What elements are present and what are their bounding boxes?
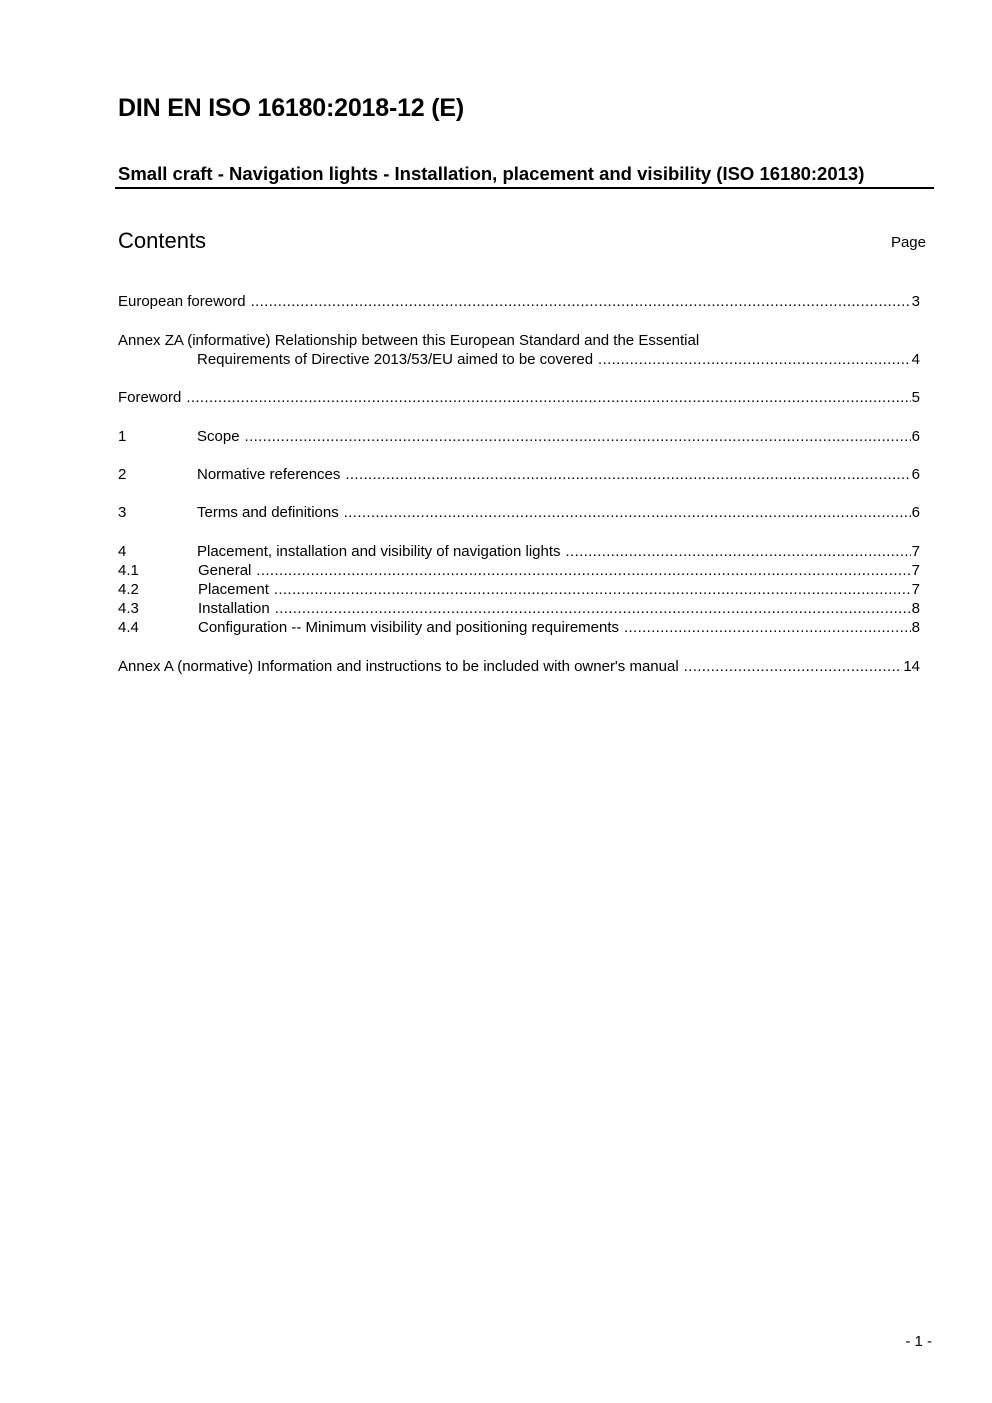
- contents-heading: Contents: [118, 228, 207, 253]
- toc-entry-page: 3: [911, 293, 920, 310]
- toc-leader-dots: [624, 618, 911, 637]
- toc-leader-dots: [251, 292, 911, 311]
- toc-entry-terms-and-definitions[interactable]: [118, 503, 920, 522]
- toc-entry-page: 7: [911, 581, 920, 598]
- toc-entry-text: Terms and definitions: [197, 504, 339, 521]
- toc-entry-page: 7: [911, 562, 920, 579]
- toc-entry-page: 7: [911, 543, 920, 560]
- toc-entry-placement[interactable]: [118, 580, 920, 599]
- toc-entry-foreword[interactable]: [118, 388, 920, 407]
- toc-entry-text: Placement: [198, 581, 269, 598]
- toc-entry-page: 8: [911, 600, 920, 617]
- toc-entry-text: General: [198, 562, 252, 579]
- toc-entry-configuration[interactable]: [118, 618, 920, 637]
- toc-entry-annex-za-line1[interactable]: Annex ZA (informative) Relationship between this European Standard and the Essential: [118, 332, 700, 349]
- toc-entry-number: 4.1: [118, 562, 139, 579]
- toc-entry-text: European foreword: [118, 293, 246, 310]
- toc-entry-text: Installation: [198, 600, 270, 617]
- toc-leader-dots: [598, 350, 911, 369]
- toc-entry-annex-a[interactable]: [118, 657, 920, 676]
- toc-entry-page: 8: [911, 619, 920, 636]
- toc-entry-text: Foreword: [118, 389, 182, 406]
- toc-entry-number: 2: [118, 466, 127, 483]
- toc-leader-dots: [344, 503, 911, 522]
- toc-entry-number: 4.3: [118, 600, 139, 617]
- toc-leader-dots: [275, 599, 911, 618]
- toc-entry-page: 6: [911, 428, 920, 445]
- toc-entry-page: 6: [911, 504, 920, 521]
- toc-entry-european-foreword[interactable]: [118, 292, 920, 311]
- toc-entry-page: 4: [911, 351, 920, 368]
- toc-entry-text: Requirements of Directive 2013/53/EU aimed to be covered: [197, 351, 594, 368]
- page-column-heading: Page: [890, 234, 926, 251]
- toc-entry-number: 1: [118, 428, 127, 445]
- toc-entry-number: 4.4: [118, 619, 139, 636]
- toc-leader-dots: [566, 542, 911, 561]
- toc-entry-page: 6: [911, 466, 920, 483]
- toc-leader-dots: [256, 561, 910, 580]
- toc-entry-placement-installation-visibility[interactable]: [118, 542, 920, 561]
- toc-entry-annex-za-line2[interactable]: [118, 350, 920, 369]
- toc-entry-number: 3: [118, 504, 127, 521]
- toc-entry-installation[interactable]: [118, 599, 920, 618]
- footer-page-number: - 1 -: [905, 1333, 932, 1350]
- toc-leader-dots: [345, 465, 910, 484]
- document-title: Small craft - Navigation lights - Installation, placement and visibility (ISO 16180:2013): [118, 163, 865, 184]
- toc-entry-normative-references[interactable]: [118, 465, 920, 484]
- toc-leader-dots: [274, 580, 911, 599]
- toc-entry-general[interactable]: [118, 561, 920, 580]
- title-rule: [115, 187, 934, 189]
- toc-entry-text: Scope: [197, 428, 240, 445]
- toc-entry-scope[interactable]: [118, 427, 920, 446]
- toc-entry-page: 5: [911, 389, 920, 406]
- toc-entry-text: Placement, installation and visibility of navigation lights: [197, 543, 561, 560]
- toc-entry-number: 4: [118, 543, 127, 560]
- toc-leader-dots: [245, 427, 911, 446]
- toc-entry-text: Configuration -- Minimum visibility and positioning requirements: [198, 619, 620, 636]
- toc-entry-text: Normative references: [197, 466, 341, 483]
- toc-entry-page: 14: [903, 658, 920, 675]
- toc-leader-dots: [186, 388, 910, 407]
- document-id: DIN EN ISO 16180:2018-12 (E): [118, 94, 464, 122]
- toc-entry-number: 4.2: [118, 581, 139, 598]
- toc-entry-text: Annex A (normative) Information and instructions to be included with owner's manual: [118, 658, 679, 675]
- toc-leader-dots: [684, 657, 903, 676]
